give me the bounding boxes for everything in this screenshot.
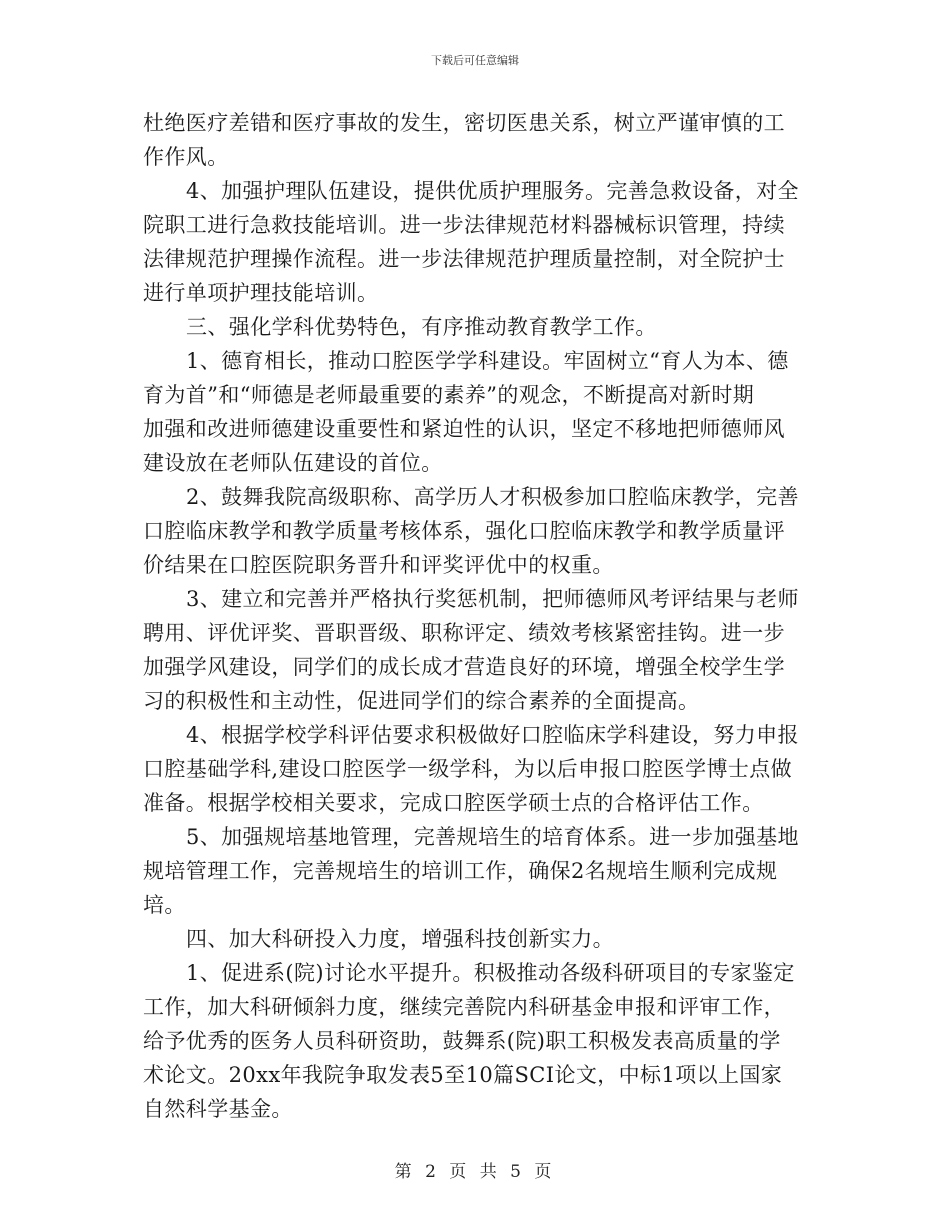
text-line: 2、鼓舞我院高级职称、高学历人才积极参加口腔临床教学，完善 — [186, 485, 799, 509]
text-line: 3、建立和完善并严格执行奖惩机制，把师德师风考评结果与老师 — [186, 587, 799, 611]
text-line: 建设放在老师队伍建设的首位。 — [143, 451, 443, 475]
text-line: 四、加大科研投入力度，增强科技创新实力。 — [186, 927, 614, 951]
text-line: 自然科学基金。 — [143, 1097, 293, 1121]
text-line: 工作，加大科研倾斜力度，继续完善院内科研基金申报和评审工作， — [143, 995, 785, 1019]
page-header: 下载后可任意编辑 — [431, 54, 519, 67]
document-body — [143, 106, 803, 1126]
text-line: 作作风。 — [143, 145, 229, 169]
text-line: 4、根据学校学科评估要求积极做好口腔临床学科建设，努力申报 — [186, 723, 799, 747]
text-line: 4、加强护理队伍建设，提供优质护理服务。完善急救设备，对全 — [186, 179, 799, 203]
page-footer: 第 2 页 共 5 页 — [394, 1162, 556, 1182]
text-line: 5、加强规培基地管理，完善规培生的培育体系。进一步加强基地 — [186, 825, 799, 849]
text-line: 育为首”和“师德是老师最重要的素养”的观念，不断提高对新时期 — [143, 383, 755, 407]
text-line: 1、德育相长，推动口腔医学学科建设。牢固树立“育人为本、德 — [186, 349, 789, 373]
text-line: 三、强化学科优势特色，有序推动教育教学工作。 — [186, 315, 657, 339]
text-line: 法律规范护理操作流程。进一步法律规范护理质量控制，对全院护士 — [143, 247, 785, 271]
text-line: 聘用、评优评奖、晋职晋级、职称评定、绩效考核紧密挂钩。进一步 — [143, 621, 785, 645]
text-line: 杜绝医疗差错和医疗事故的发生，密切医患关系，树立严谨审慎的工 — [143, 111, 785, 135]
text-line: 术论文。20xx年我院争取发表5至10篇SCI论文，中标1项以上国家 — [143, 1063, 783, 1087]
text-line: 培。 — [143, 893, 186, 917]
text-line: 口腔基础学科,建设口腔医学一级学科，为以后申报口腔医学博士点做 — [143, 757, 793, 781]
text-line: 习的积极性和主动性，促进同学们的综合素养的全面提高。 — [143, 689, 700, 713]
text-line: 加强学风建设，同学们的成长成才营造良好的环境，增强全校学生学 — [143, 655, 785, 679]
text-line: 加强和改进师德建设重要性和紧迫性的认识，坚定不移地把师德师风 — [143, 417, 785, 441]
text-line: 口腔临床教学和教学质量考核体系，强化口腔临床教学和教学质量评 — [143, 519, 785, 543]
text-line: 1、促进系(院)讨论水平提升。积极推动各级科研项目的专家鉴定 — [186, 961, 795, 985]
text-line: 院职工进行急救技能培训。进一步法律规范材料器械标识管理，持续 — [143, 213, 785, 237]
text-line: 准备。根据学校相关要求，完成口腔医学硕士点的合格评估工作。 — [143, 791, 764, 815]
text-line: 价结果在口腔医院职务晋升和评奖评优中的权重。 — [143, 553, 614, 577]
text-line: 进行单项护理技能培训。 — [143, 281, 379, 305]
text-line: 给予优秀的医务人员科研资助，鼓舞系(院)职工积极发表高质量的学 — [143, 1029, 781, 1053]
text-line: 规培管理工作，完善规培生的培训工作，确保2名规培生顺利完成规 — [143, 859, 778, 883]
